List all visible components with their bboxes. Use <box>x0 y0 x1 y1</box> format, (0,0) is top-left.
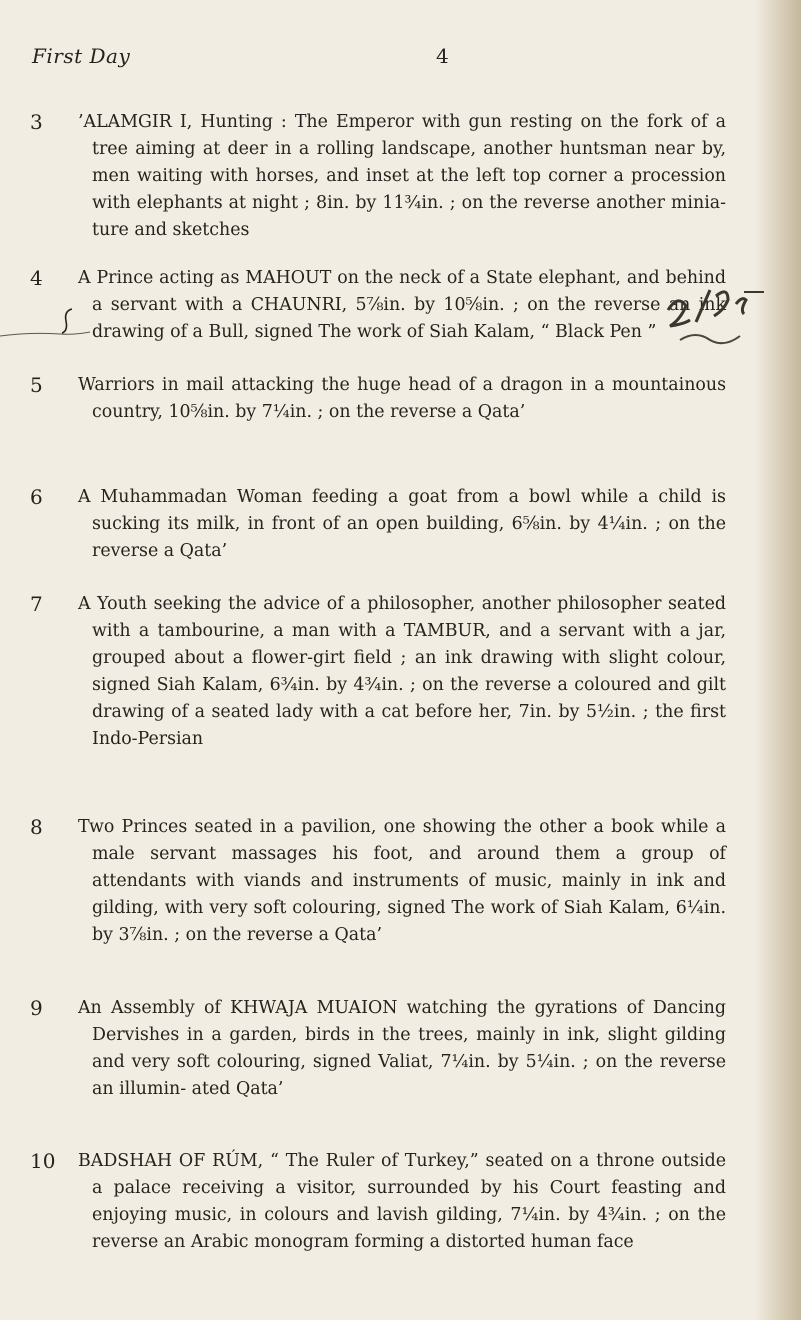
lot-number: 3 <box>30 110 43 134</box>
lot-description: A Muhammadan Woman feeding a goat from a bowl while a child is sucking its milk, in front of an open building, 6⅝in. by 4¼in. ; on the reverse a Qata’ <box>78 487 726 561</box>
lot-description: BADSHAH OF RÚM, “ The Ruler of Turkey,” seated on a throne outside a palace receiving a visitor, surrounded by his Court feasting and enjoying music, in colours and lavish gilding, 7¼in. by 4¾in. ; on the reverse an Arabic monogram forming a distorted human face <box>78 1151 726 1252</box>
page-number: 4 <box>436 44 449 68</box>
pencil-scratch <box>0 330 90 340</box>
running-title: First Day <box>32 44 131 68</box>
lot-description: ’ALAMGIR I, Hunting : The Emperor with gun resting on the fork of a tree aiming at deer in a rolling landscape, another huntsman near by, men waiting with horses, and inset at the left top corner a procession with elephants at night ; 8in. by 11¾in. ; on the reverse another minia- ture and sketches <box>78 112 726 240</box>
lot-description: A Youth seeking the advice of a philosopher, another philosopher seated with a tambourine, a man with a TAMBUR, and a servant with a jar, grouped about a flower-girt field ; an ink drawing with slight colour, signed Siah Kalam, 6¾in. by 4¾in. ; on the reverse a coloured and gilt drawing of a seated lady with a cat before her, 7in. by 5½in. ; the first Indo-Persian <box>78 594 726 749</box>
lot-number: 9 <box>30 996 43 1020</box>
lot-description: Warriors in mail attacking the huge head of a dragon in a mountainous country, 10⅝in. by 7¼in. ; on the reverse a Qata’ <box>78 375 726 422</box>
lot-entry <box>30 1148 726 1256</box>
lot-entry <box>30 995 726 1103</box>
page-edge-shadow <box>755 0 801 1320</box>
lot-entry <box>30 372 726 426</box>
lot-description: A Prince acting as MAHOUT on the neck of a State elephant, and behind a servant with a CHAUNRI, 5⅞in. by 10⅝in. ; on the reverse an ink drawing of a Bull, signed The work of Siah Kalam, “ Black Pen ” <box>78 268 726 342</box>
lot-number: 6 <box>30 485 43 509</box>
lot-number: 7 <box>30 592 43 616</box>
lot-number: 10 <box>30 1149 56 1173</box>
lot-description: Two Princes seated in a pavilion, one showing the other a book while a male servant massages his foot, and around them a group of attendants with viands and instruments of music, mainly in ink and gilding, with very soft colouring, signed The work of Siah Kalam, 6¼in. by 3⅞in. ; on the reverse a Qata’ <box>78 817 726 945</box>
lot-entry <box>30 814 726 949</box>
lot-number: 5 <box>30 373 43 397</box>
lot-number: 4 <box>30 266 43 290</box>
lot-entry <box>30 109 726 244</box>
lot-entry <box>30 591 726 753</box>
lot-description: An Assembly of KHWAJA MUAION watching the gyrations of Dancing Dervishes in a garden, birds in the trees, mainly in ink, slight gilding and very soft colouring, signed Valiat, 7¼in. by 5¼in. ; on the reverse an illumin- ated Qata’ <box>78 998 726 1099</box>
page-header <box>32 44 672 70</box>
lot-entry <box>30 484 726 565</box>
lot-number: 8 <box>30 815 43 839</box>
lot-entry <box>30 265 726 346</box>
handwritten-annotation <box>660 282 770 362</box>
